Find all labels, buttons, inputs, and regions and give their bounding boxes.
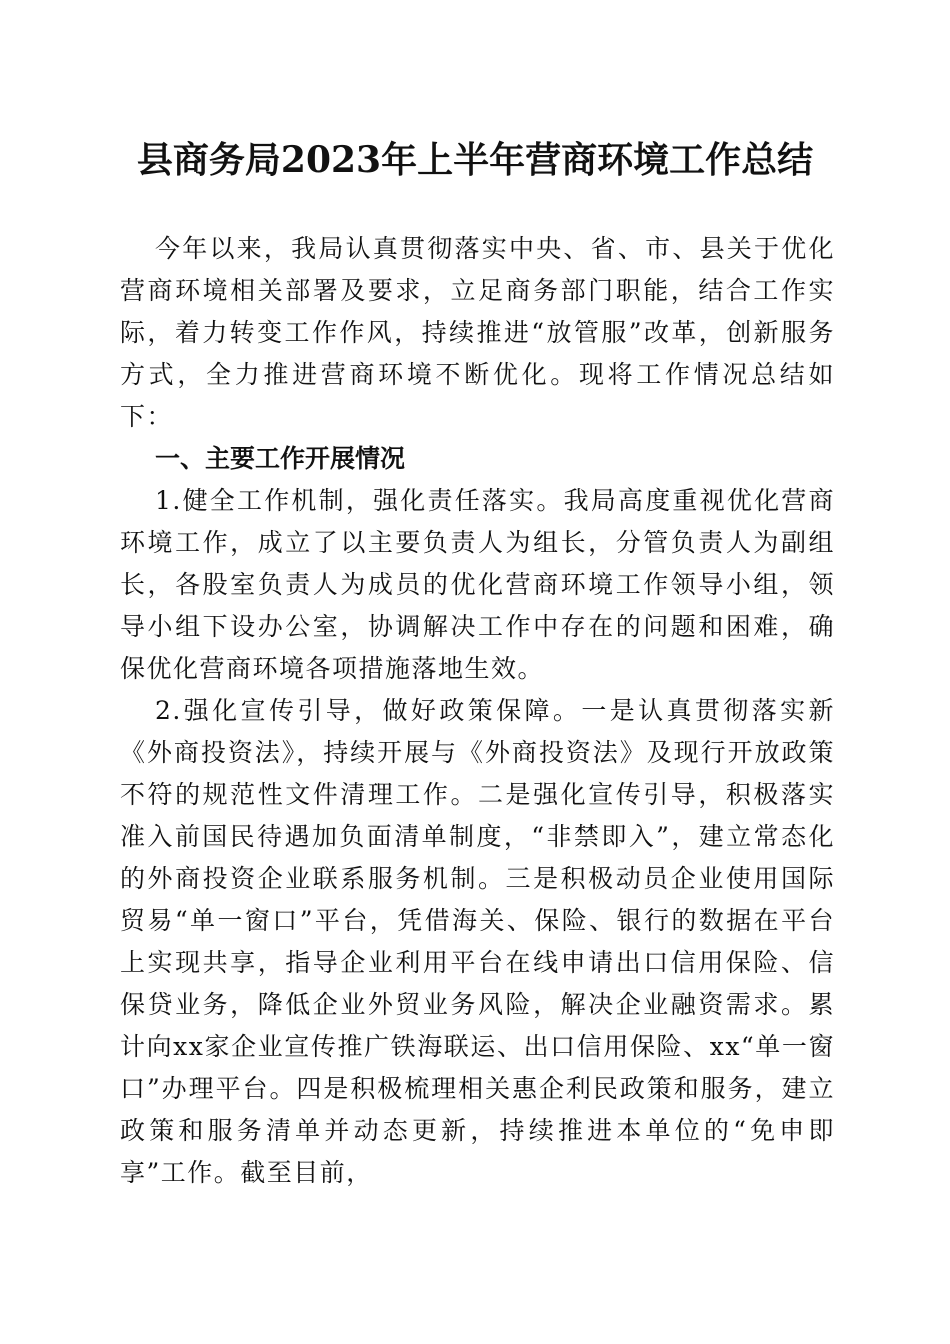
document-body [120, 228, 835, 1194]
item-2-paragraph: 2.强化宣传引导，做好政策保障。一是认真贯彻落实新《外商投资法》，持续开展与《外商投资法》及现行开放政策不符的规范性文件清理工作。二是强化宣传引导，积极落实准入前国民待遇加负面清单制度，“非禁即入”，建立常态化的外商投资企业联系服务机制。三是积极动员企业使用国际贸易“单一窗口”平台，凭借海关、保险、银行的数据在平台上实现共享，指导企业利用平台在线申请出口信用保险、信保贷业务，降低企业外贸业务风险，解决企业融资需求。累计向xx家企业宣传推广铁海联运、出口信用保险、xx“单一窗口”办理平台。四是积极梳理相关惠企利民政策和服务，建立政策和服务清单并动态更新，持续推进本单位的“免申即享”工作。截至目前， [120, 696, 835, 1187]
intro-paragraph: 今年以来，我局认真贯彻落实中央、省、市、县关于优化营商环境相关部署及要求，立足商务部门职能，结合工作实际，着力转变工作作风，持续推进“放管服”改革，创新服务方式，全力推进营商环境不断优化。现将工作情况总结如下： [120, 234, 835, 431]
document-title: 县商务局2023年上半年营商环境工作总结 [136, 139, 814, 181]
item-1-paragraph: 1.健全工作机制，强化责任落实。我局高度重视优化营商环境工作，成立了以主要负责人为组长，分管负责人为副组长，各股室负责人为成员的优化营商环境工作领导小组，领导小组下设办公室，协调解决工作中存在的问题和困难，确保优化营商环境各项措施落地生效。 [120, 486, 835, 683]
section-heading: 一、主要工作开展情况 [155, 444, 406, 473]
